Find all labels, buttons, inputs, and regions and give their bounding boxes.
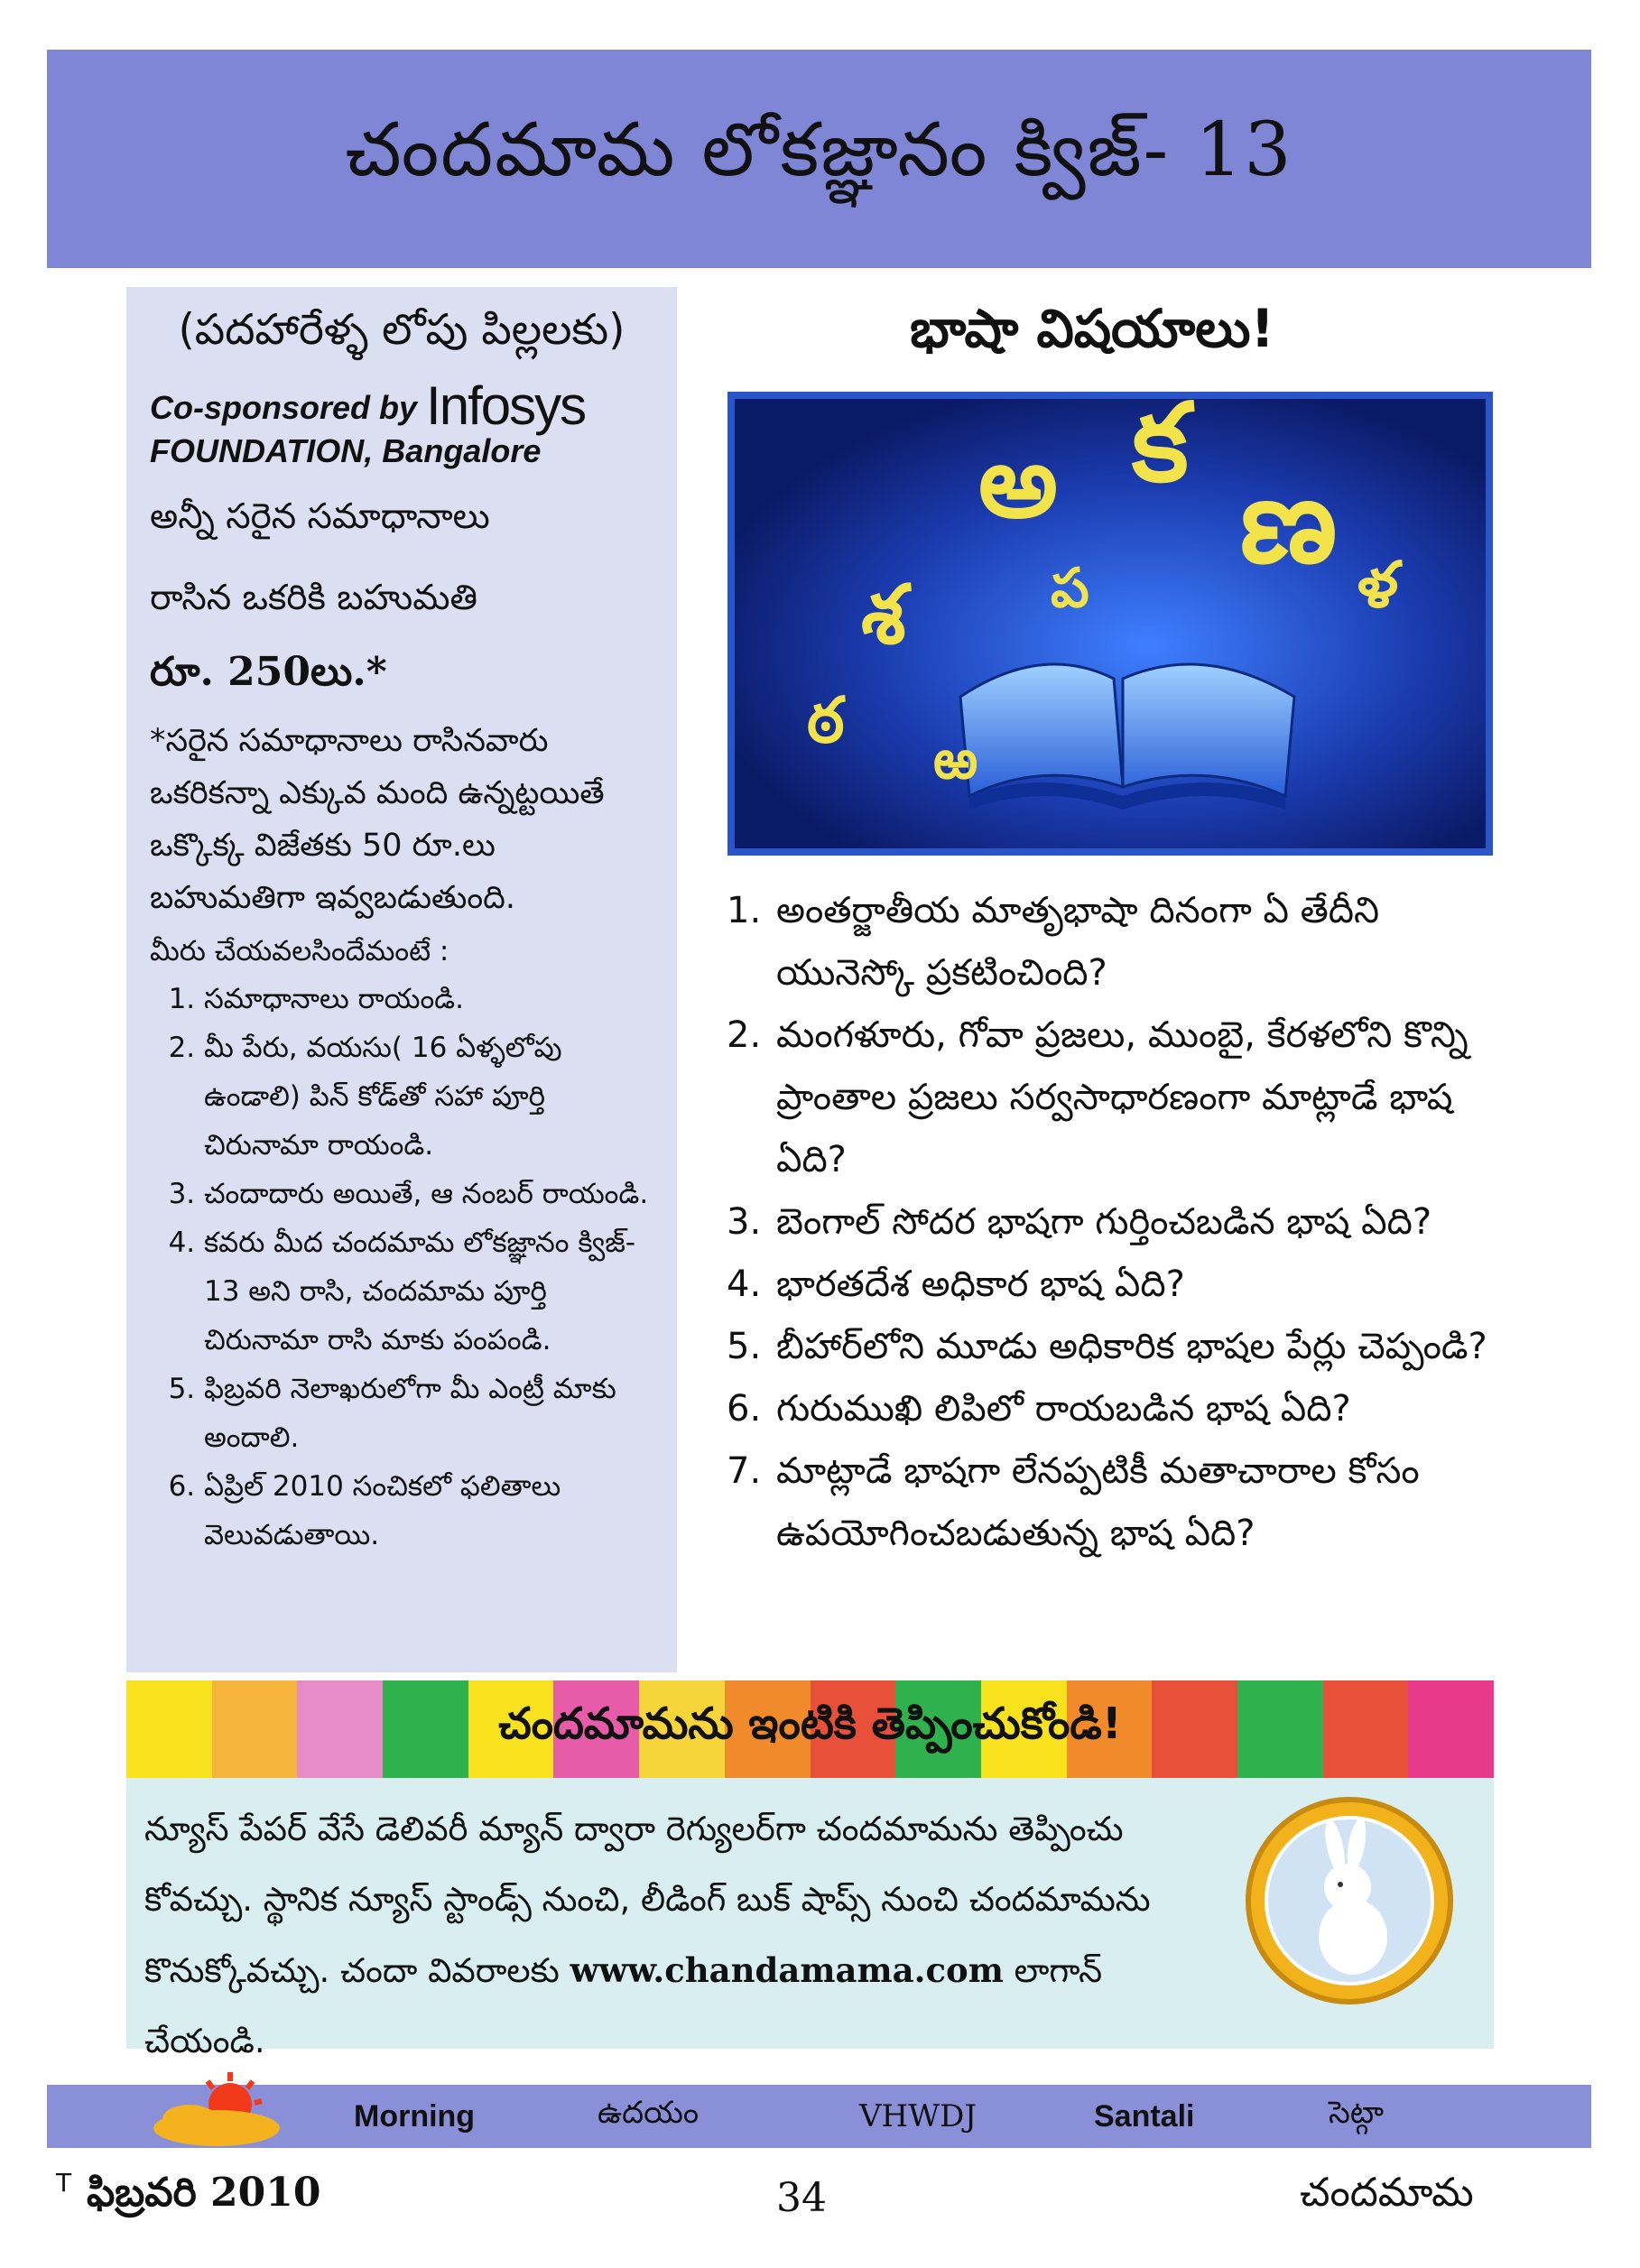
flying-letter: ఠ [807,683,845,757]
question-number: 6. [727,1388,762,1430]
section-heading: భాషా విషయాలు! [910,298,1274,359]
sponsor-line [150,375,653,436]
question-item [727,1254,1494,1316]
flying-letter: అ [978,424,1058,540]
flying-letter: క [1132,399,1189,506]
question-number: 2. [727,1014,762,1056]
prize-footnote: *సరైన సమాధానాలు రాసినవారు ఒకరికన్నా ఎక్కువ మంది ఉన్నట్టయితే ఒక్కొక్క విజేతకు 50 రూ.లు బహుమతిగా ఇవ్వబడుతుంది. [150,723,605,916]
subscription-text-body: న్యూస్ పేపర్ వేసే డెలివరీ మ్యాన్ ద్వారా రెగ్యులర్‌గా చందమామను తెప్పించు కోవచ్చు. స్థానిక న్యూస్ స్టాండ్స్ నుంచి, లీడింగ్ బుక్ షాప్స్ నుంచి చందమామను కొనుక్కోవచ్చు. చందా వివరాలకు [144,1810,1151,1990]
age-limit-note: (పదహారేళ్ళ లోపు పిల్లలకు) [178,305,625,355]
question-text: భారతదేశ అధికార భాష ఏది? [776,1264,1185,1305]
question-number: 5. [727,1326,762,1367]
word-language-telugu: సెట్గా [1329,2095,1385,2131]
word-english: Morning [354,2098,476,2134]
flying-letter: ణ [1240,452,1338,589]
moon-rabbit-icon [1241,1792,1458,2009]
page-number: 34 [776,2174,827,2221]
question-item [727,1004,1494,1191]
magazine-name: చందమామ [1300,2170,1474,2216]
instruction-item: 4. కవరు మీద చందమామ లోకజ్ఞానం క్విజ్- 13 అని రాసి, చందమామ పూర్తి చిరునామా రాసి మాకు పంపండి. [204,1218,653,1365]
footer-mark: T [56,2168,72,2198]
book-letters-image [735,399,1486,848]
question-number: 3. [727,1201,762,1243]
book-letters-illustration [727,392,1493,856]
prize-line-1: అన్నీ సరైన సమాధానాలు [150,496,490,537]
flying-letter: ఱ [933,728,978,791]
contest-info-panel [126,287,677,1672]
quiz-questions [727,880,1494,1565]
instruction-item: 1. సమాధానాలు రాయండి. [204,975,653,1023]
question-text: మంగళూరు, గోవా ప్రజలు, ముంబై, కేరళలోని కొన్ని ప్రాంతాల ప్రజలు సర్వసాధారణంగా మాట్లాడే భాష ఏది? [776,1014,1469,1180]
prize-line-2: రాసిన ఒకరికి బహుమతి [150,578,478,618]
question-text: అంతర్జాతీయ మాతృభాషా దినంగా ఏ తేదీని యునెస్కో ప్రకటించింది? [776,890,1380,994]
instruction-item: 5. ఫిబ్రవరి నెలాఖరులోగా మీ ఎంట్రీ మాకు అందాలి. [204,1365,653,1462]
question-text: బెంగాల్ సోదర భాషగా గుర్తించబడిన భాష ఏది? [776,1201,1432,1243]
instruction-item: 3. చందాదారు అయితే, ఆ నంబర్ రాయండి. [204,1170,653,1218]
sponsor-line-2: FOUNDATION, Bangalore [150,432,542,469]
word-language: Santali [1094,2098,1195,2134]
sun-cloud-icon [135,2067,298,2157]
question-number: 1. [727,890,762,931]
question-text: గురుముఖి లిపిలో రాయబడిన భాష ఏది? [776,1388,1351,1430]
issue-date: ఫిబ్రవరి 2010 [87,2170,321,2216]
instruction-item: 2. మీ పేరు, వయసు( 16 ఏళ్ళలోపు ఉండాలి) పిన్ కోడ్‌తో సహా పూర్తి చిరునామా రాయండి. [204,1023,653,1170]
subscription-text-end: లాగాన్ చేయండి. [144,1951,1103,2060]
prize-amount: రూ. 250లు.* [150,649,387,695]
subscription-text [144,1794,1228,2077]
word-telugu: ఉదయం [598,2095,700,2131]
instruction-item: 6. ఏప్రిల్ 2010 సంచికలో ఫలితాలు వెలువడుతాయి. [204,1462,653,1560]
word-transliteration: VHWDJ [859,2098,978,2134]
question-item [727,880,1494,1004]
flying-letter: శ [861,568,906,662]
question-item [727,1191,1494,1254]
instructions-heading: మీరు చేయవలసిందేమంటే : [150,935,449,967]
title-banner [47,50,1591,268]
page-title: చందమామ లోకజ్ఞానం క్విజ్‌- 13 [345,106,1293,193]
question-item [727,1316,1494,1378]
instructions-list [150,975,653,1560]
flying-letter: ప [1051,557,1089,620]
question-number: 4. [727,1264,762,1305]
flying-letter: ళ [1357,548,1399,622]
question-item [727,1440,1494,1565]
infosys-logo: Infosys [426,375,586,436]
sponsor-prefix: Co-sponsored by [150,389,418,426]
question-text: మాట్లాడే భాషగా లేనప్పటికీ మతాచారాల కోసం ఉపయోగించబడుతున్న భాష ఏది? [776,1450,1420,1554]
question-item [727,1378,1494,1440]
question-number: 7. [727,1450,762,1492]
website-link[interactable]: www.chandamama.com [570,1950,1004,1990]
subscription-headline: చందమామను ఇంటికి తెప్పించుకోండి! [498,1699,1122,1749]
question-text: బీహార్‌లోని మూడు అధికారిక భాషల పేర్లు చెప్పండి? [776,1326,1487,1367]
